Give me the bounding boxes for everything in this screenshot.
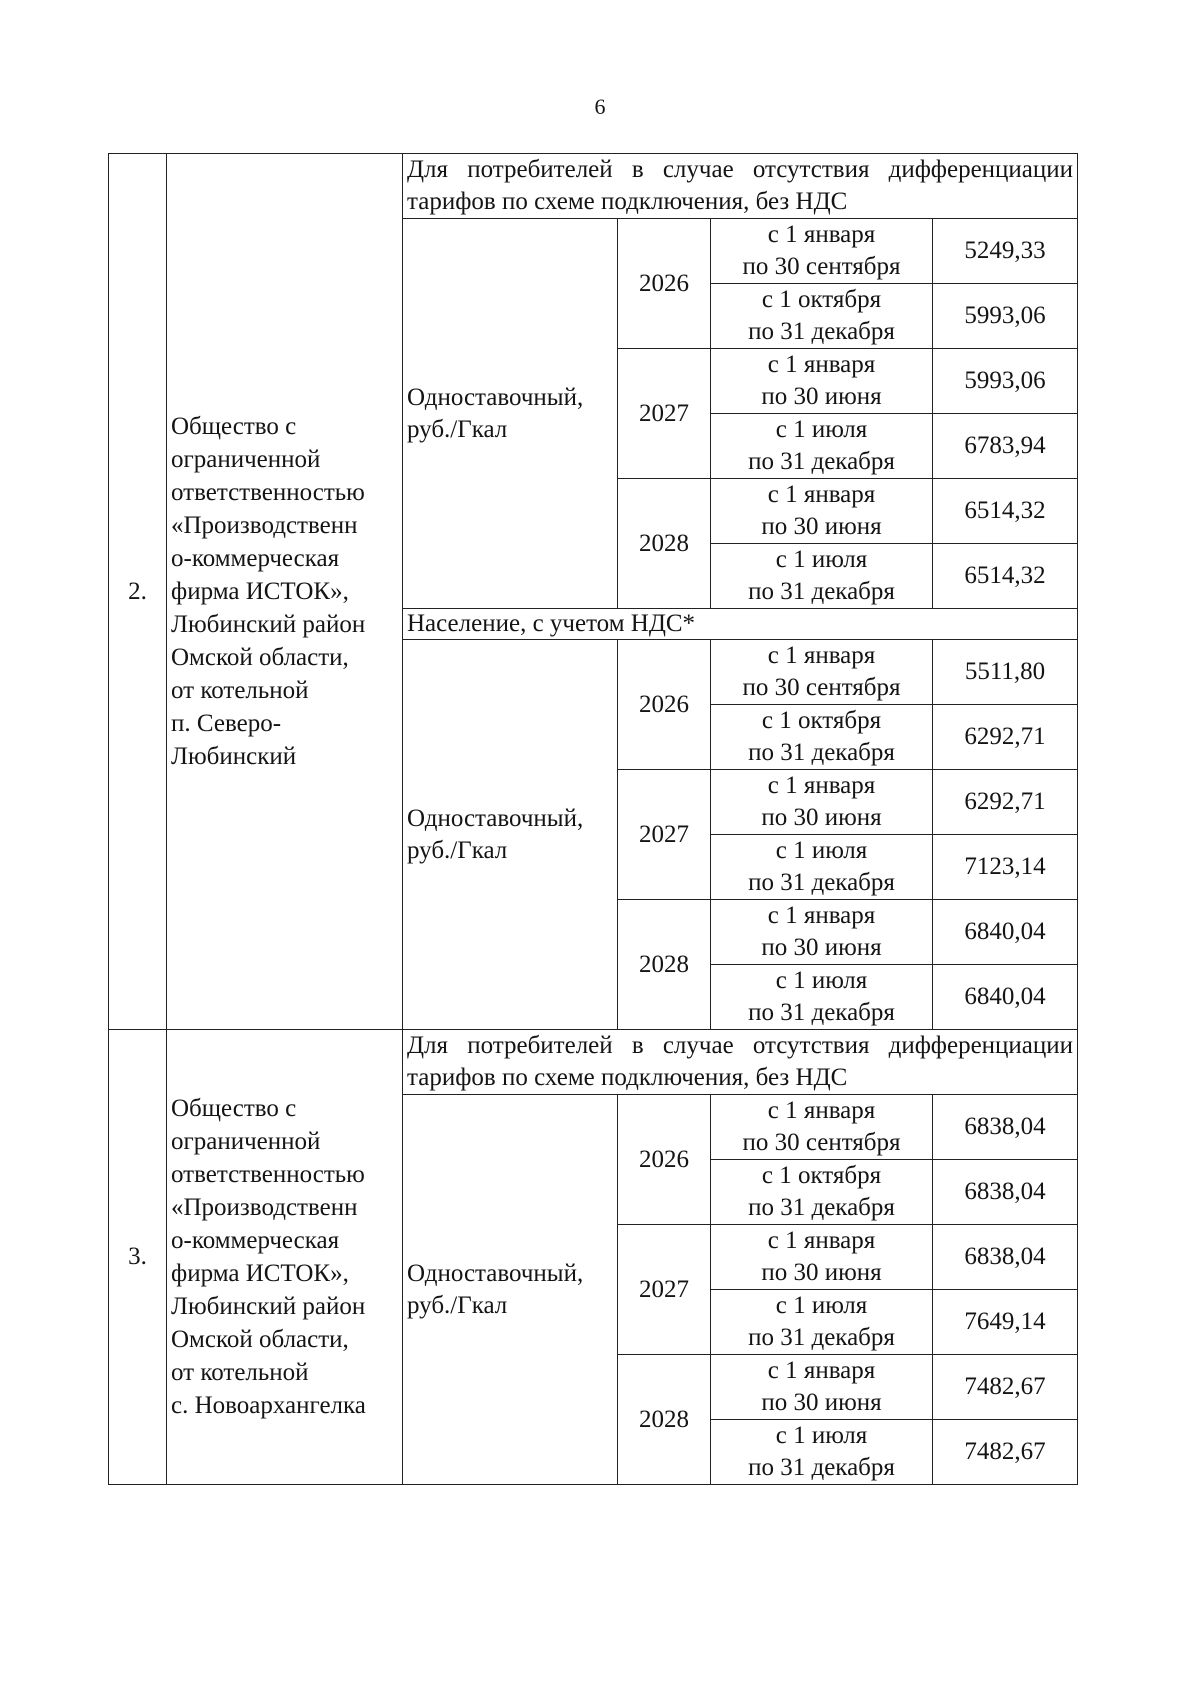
period-cell [711, 1095, 933, 1160]
group-heading: Для потребителей в случае отсутствия дифференциации тарифов по схеме подключения, без НДС [403, 154, 1078, 219]
organization-line: с. Новоархангелка [171, 1392, 366, 1419]
tariff-value: 5993,06 [933, 284, 1078, 349]
period-from: с 1 июля [775, 837, 868, 864]
period-to: по 31 декабря [748, 869, 895, 896]
period-from: с 1 января [767, 481, 876, 508]
period-to: по 30 сентября [742, 674, 901, 701]
period-from: с 1 января [767, 772, 876, 799]
organization-line: от котельной [171, 677, 309, 704]
period-to: по 31 декабря [748, 1324, 895, 1351]
year-cell: 2027 [618, 1225, 711, 1355]
period-from: с 1 октября [761, 1162, 882, 1189]
organization-line: о-коммерческая [171, 1227, 340, 1254]
period-from: с 1 июля [775, 967, 868, 994]
rate-type [403, 1095, 618, 1485]
group-heading: Население, с учетом НДС* [403, 609, 1078, 640]
period-to: по 30 сентября [742, 1129, 901, 1156]
period-from: с 1 января [767, 1097, 876, 1124]
period-from: с 1 января [767, 1227, 876, 1254]
period-from: с 1 октября [761, 286, 882, 313]
period-cell [711, 1355, 933, 1420]
period-from: с 1 июля [775, 1422, 868, 1449]
organization-line: ответственностью [171, 479, 365, 506]
period-to: по 30 июня [761, 804, 882, 831]
period-cell [711, 219, 933, 284]
period-cell [711, 479, 933, 544]
year-cell: 2027 [618, 770, 711, 900]
tariff-value: 7649,14 [933, 1290, 1078, 1355]
period-cell [711, 1290, 933, 1355]
tariff-value: 6292,71 [933, 770, 1078, 835]
year-cell: 2026 [618, 1095, 711, 1225]
year-cell: 2028 [618, 900, 711, 1030]
group-heading: Для потребителей в случае отсутствия дифференциации тарифов по схеме подключения, без НДС [403, 1030, 1078, 1095]
period-cell [711, 705, 933, 770]
period-to: по 31 декабря [748, 739, 895, 766]
period-from: с 1 июля [775, 1292, 868, 1319]
period-to: по 30 июня [761, 934, 882, 961]
period-to: по 31 декабря [748, 318, 895, 345]
rate-type-line: Одноставочный, [407, 804, 584, 832]
rate-type [403, 219, 618, 609]
year-cell: 2026 [618, 640, 711, 770]
period-cell [711, 1420, 933, 1485]
tariff-value: 7482,67 [933, 1420, 1078, 1485]
period-from: с 1 января [767, 221, 876, 248]
period-cell [711, 1160, 933, 1225]
organization-line: Любинский район [171, 611, 366, 638]
organization-line: «Производственн [171, 512, 358, 539]
tariff-value: 6838,04 [933, 1095, 1078, 1160]
organization-name [167, 154, 403, 1030]
tariff-value: 7123,14 [933, 835, 1078, 900]
period-from: с 1 января [767, 642, 876, 669]
group-heading-row [109, 1030, 1078, 1095]
year-cell: 2027 [618, 349, 711, 479]
page-number: 6 [594, 94, 606, 119]
rate-type-line: руб./Гкал [407, 1291, 508, 1319]
tariff-value: 6840,04 [933, 900, 1078, 965]
rate-type-line: руб./Гкал [407, 415, 508, 443]
period-to: по 31 декабря [748, 1454, 895, 1481]
tariff-value: 6840,04 [933, 965, 1078, 1030]
period-from: с 1 января [767, 351, 876, 378]
tariff-value: 6783,94 [933, 414, 1078, 479]
organization-line: о-коммерческая [171, 545, 340, 572]
tariff-value: 5249,33 [933, 219, 1078, 284]
organization-line: Общество с [171, 413, 297, 440]
year-cell: 2028 [618, 1355, 711, 1485]
tariff-value: 6514,32 [933, 479, 1078, 544]
period-from: с 1 июля [775, 416, 868, 443]
organization-line: ограниченной [171, 446, 321, 473]
organization-line: фирма ИСТОК», [171, 1260, 349, 1287]
organization-line: фирма ИСТОК», [171, 578, 349, 605]
period-to: по 30 июня [761, 1389, 882, 1416]
tariff-value: 7482,67 [933, 1355, 1078, 1420]
period-cell [711, 770, 933, 835]
organization-line: Омской области, [171, 644, 349, 671]
period-cell [711, 1225, 933, 1290]
period-to: по 31 декабря [748, 1194, 895, 1221]
year-cell: 2028 [618, 479, 711, 609]
tariff-value: 6838,04 [933, 1225, 1078, 1290]
period-cell [711, 544, 933, 609]
period-cell [711, 284, 933, 349]
tariff-table-body [109, 154, 1078, 1485]
organization-line: Омской области, [171, 1326, 349, 1353]
organization-line: Любинский [171, 743, 297, 770]
year-cell: 2026 [618, 219, 711, 349]
period-cell [711, 414, 933, 479]
period-to: по 31 декабря [748, 448, 895, 475]
period-cell [711, 349, 933, 414]
organization-line: Общество с [171, 1095, 297, 1122]
period-to: по 30 июня [761, 513, 882, 540]
tariff-value: 6292,71 [933, 705, 1078, 770]
organization-line: ограниченной [171, 1128, 321, 1155]
period-to: по 30 сентября [742, 253, 901, 280]
period-cell [711, 640, 933, 705]
period-from: с 1 января [767, 1357, 876, 1384]
tariff-value: 5511,80 [933, 640, 1078, 705]
rate-type-line: руб./Гкал [407, 836, 508, 864]
period-to: по 31 декабря [748, 578, 895, 605]
organization-line: от котельной [171, 1359, 309, 1386]
tariff-value: 6838,04 [933, 1160, 1078, 1225]
rate-type-line: Одноставочный, [407, 1259, 584, 1287]
rate-type-line: Одноставочный, [407, 383, 584, 411]
row-number: 2. [109, 154, 167, 1030]
row-number: 3. [109, 1030, 167, 1485]
organization-name [167, 1030, 403, 1485]
period-cell [711, 900, 933, 965]
period-from: с 1 июля [775, 546, 868, 573]
organization-line: «Производственн [171, 1194, 358, 1221]
tariff-value: 5993,06 [933, 349, 1078, 414]
tariff-value: 6514,32 [933, 544, 1078, 609]
organization-line: Любинский район [171, 1293, 366, 1320]
period-to: по 30 июня [761, 1259, 882, 1286]
group-heading-row [109, 154, 1078, 219]
period-from: с 1 октября [761, 707, 882, 734]
tariff-table [108, 153, 1078, 1485]
period-to: по 31 декабря [748, 999, 895, 1026]
organization-line: п. Северо- [171, 710, 282, 737]
period-cell [711, 835, 933, 900]
period-from: с 1 января [767, 902, 876, 929]
period-cell [711, 965, 933, 1030]
period-to: по 30 июня [761, 383, 882, 410]
rate-type [403, 640, 618, 1030]
organization-line: ответственностью [171, 1161, 365, 1188]
